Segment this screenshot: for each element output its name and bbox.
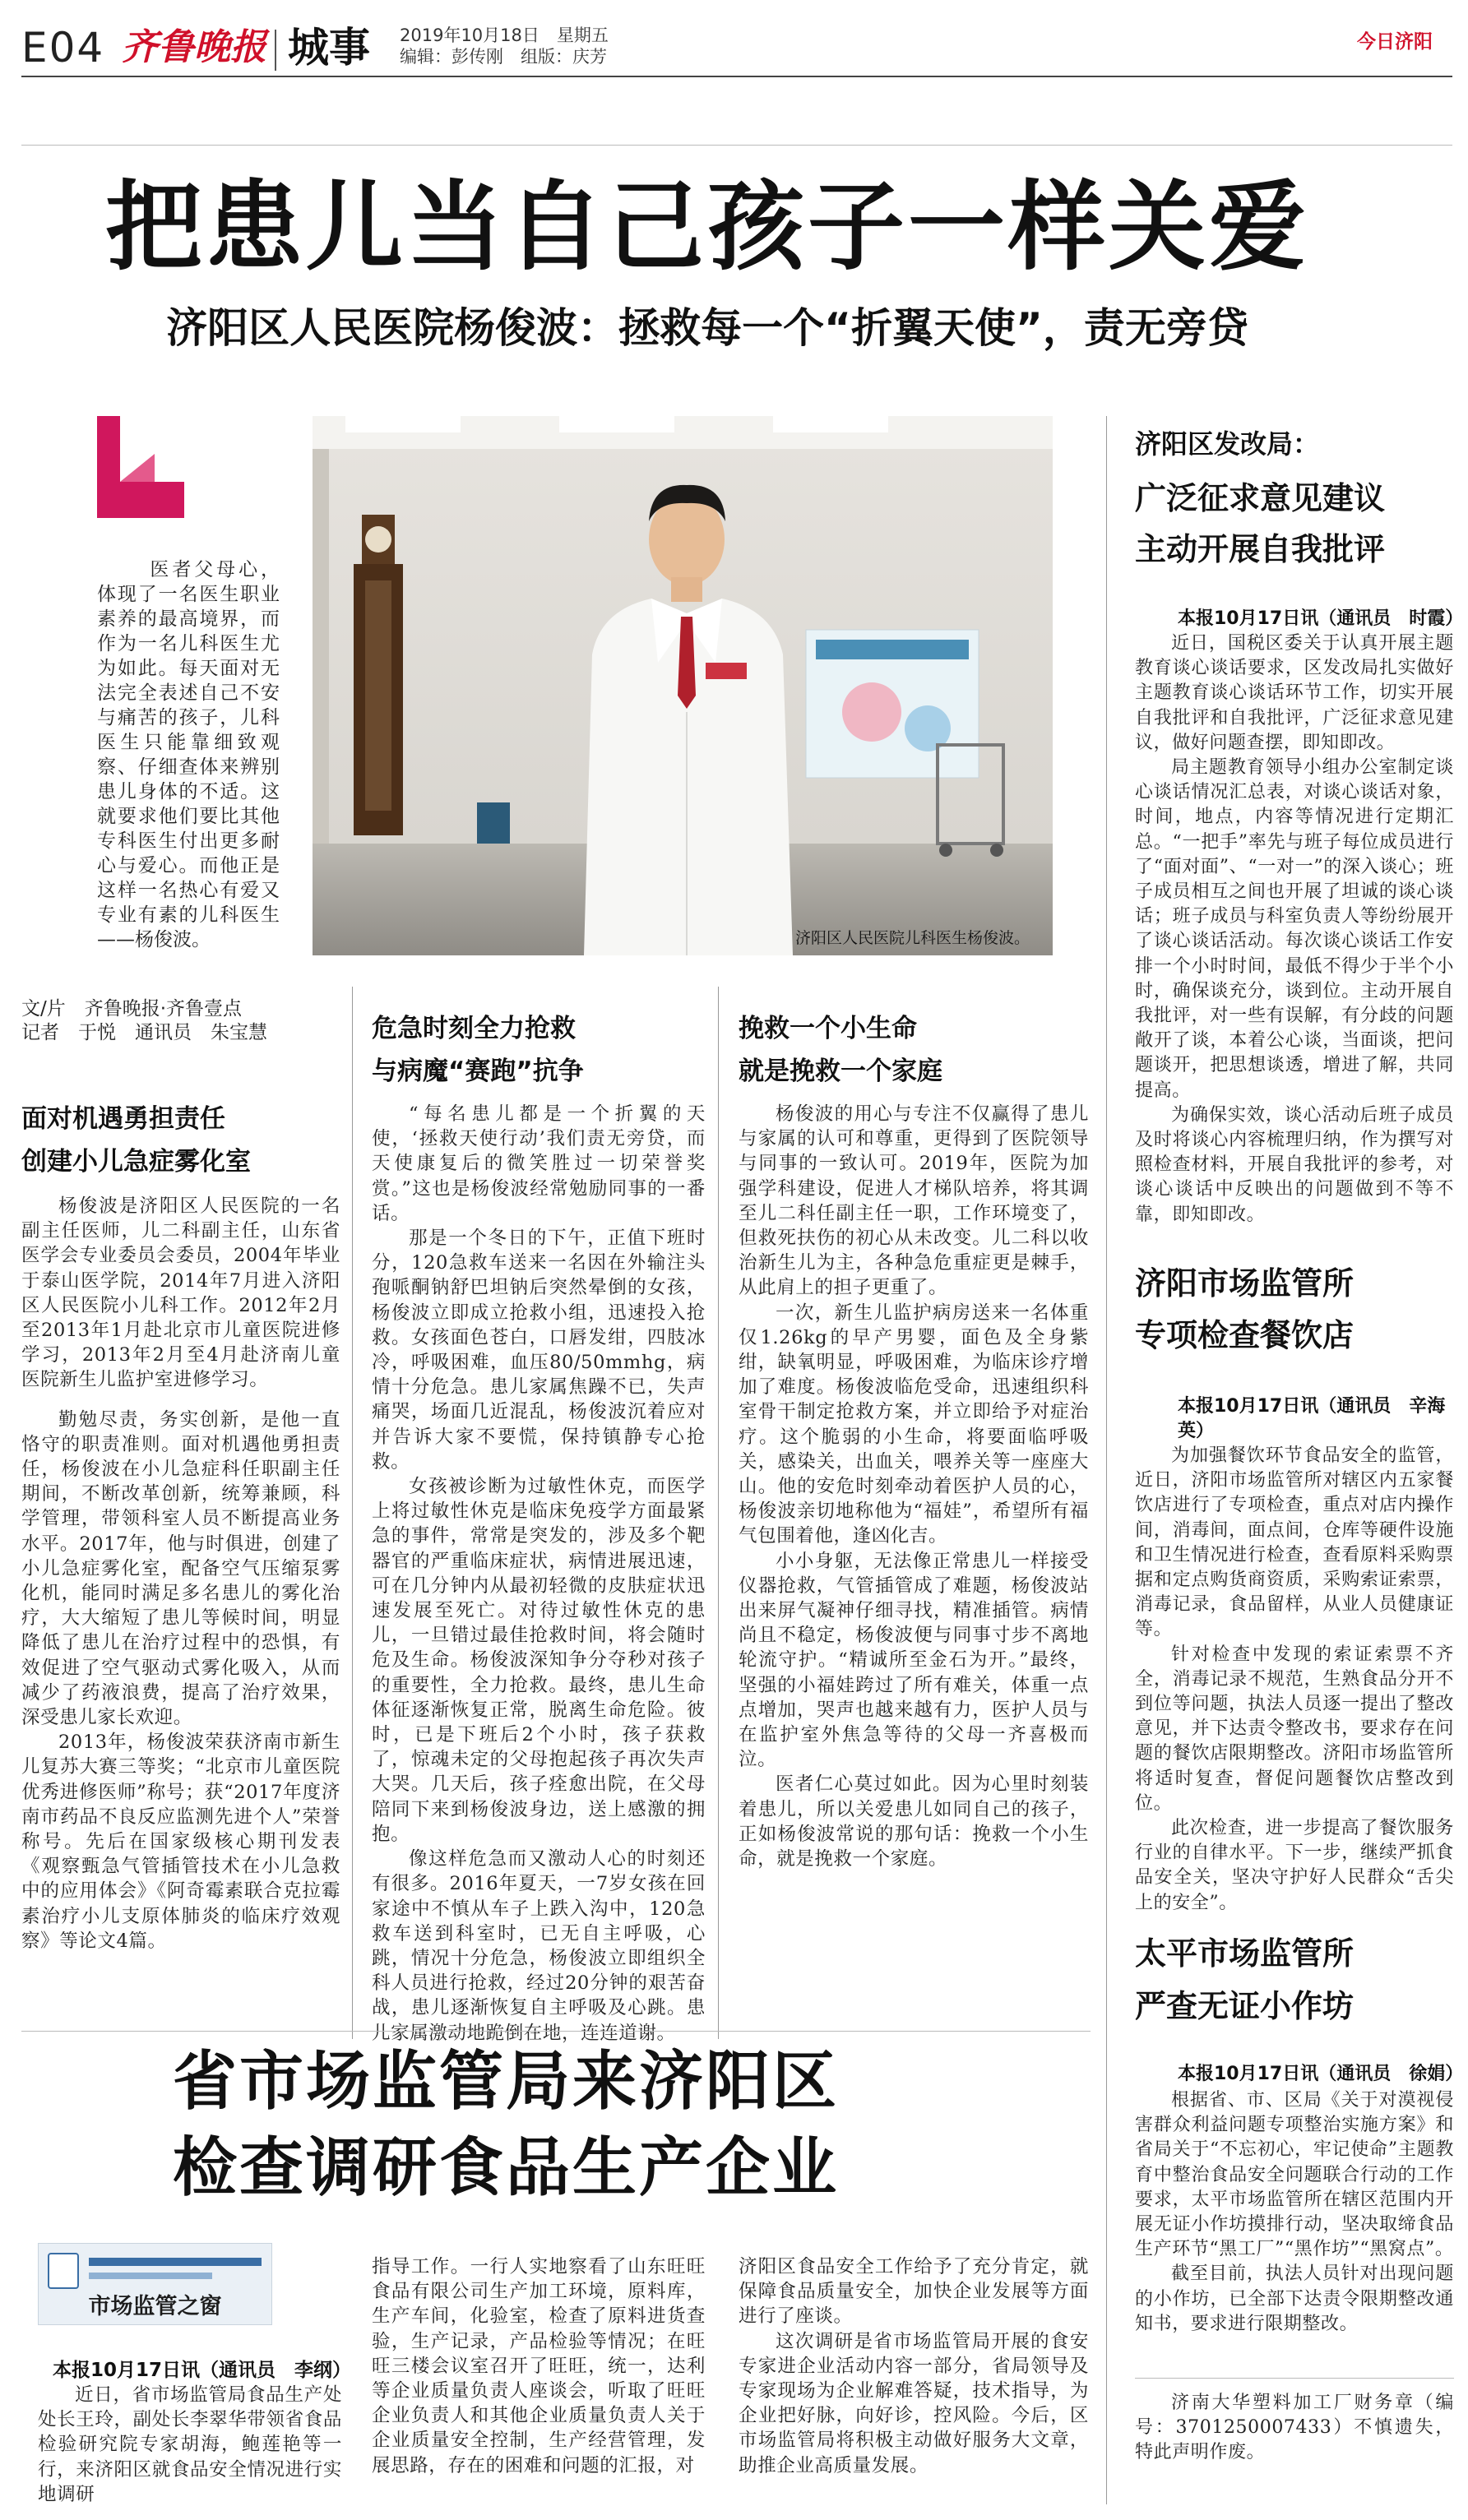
sidebar3-title-2: 严查无证小作坊 (1135, 1988, 1355, 2024)
paragraph: 像这样危急而又激动人心的时刻还有很多。2016年夏天，一7岁女孩在回家途中不慎从车子上跌入沟中，120急救车送到科室时，已无自主呼吸，心跳，情况十分危急，杨俊波立即组织全科人员进行抢救，经过20分钟的艰苦奋战，患儿逐渐恢复自主呼吸及心跳。患儿家属激动地跪倒在地，连连道谢。 (372, 1848, 706, 2044)
section2-title-1: 危急时刻全力抢救 (372, 1014, 576, 1043)
issue-date: 2019年10月18日 星期五 (400, 25, 609, 45)
section3-title-1: 挽救一个小生命 (739, 1014, 917, 1043)
paragraph: 一次，新生儿监护病房送来一名体重仅1.26kg的早产男婴，面色及全身紫绀，缺氧明显，呼吸困难，为临床诊疗增加了难度。杨俊波临危受命，迅速组织科室骨干制定抢救方案，并立即给予对症治疗。这个脆弱的小生命，将要面临呼吸关，感染关，出血关，喂养关等一座座大山。他的安危时刻牵动着医护人员的心，杨俊波亲切地称他为“福娃”，希望所有福气包围着他，逢凶化吉。 (739, 1302, 1089, 1547)
sidebar3-body (1135, 2088, 1454, 2337)
paragraph: 为加强餐饮环节食品安全的监管，近日，济阳市场监管所对辖区内五家餐饮店进行了专项检查，重点对店内操作间，消毒间，面点间，仓库等硬件设施和卫生情况进行检查，查看原料采购票据和定点购货商资质，采购索证索票，消毒记录，食品留样，从业人员健康证等。 (1135, 1445, 1454, 1640)
paragraph: 近日，国税区委关于认真开展主题教育谈心谈话要求，区发改局扎实做好主题教育谈心谈话环节工作，切实开展自我批评和自我批评，广泛征求意见建议，做好问题查摆，即知即改。 (1135, 633, 1454, 753)
paragraph: 杨俊波的用心与专注不仅赢得了患儿与家属的认可和尊重，更得到了医院领导与同事的一致认可。2019年，医院为加强学科建设，促进人才梯队培养，将其调至儿二科任副主任一职，工作环境变了，但救死扶伤的初心从未改变。儿二科以收治新生儿为主，各种急危重症更是棘手，从此肩上的担子更重了。 (739, 1103, 1089, 1299)
paragraph: 济阳区食品安全工作给予了充分肯定，就保障食品质量安全，加快企业发展等方面进行了座谈。 (739, 2256, 1089, 2328)
article2-col3 (739, 2254, 1089, 2478)
paragraph: 2013年，杨俊波荣获济南市新生儿复苏大赛三等奖；“北京市儿童医院优秀进修医师”称号；获“2017年度济南市药品不良反应监测先进个人”荣誉称号。先后在国家级核心期刊发表《观察甄急气管插管技术在小儿急救中的应用体会》《阿奇霉素联合克拉霉素治疗小儿支原体肺炎的临床疗效观察》等论文4篇。 (21, 1732, 340, 1952)
editor-credits: 编辑：彭传刚 组版：庆芳 (400, 47, 607, 67)
paragraph: 局主题教育领导小组办公室制定谈心谈话情况汇总表，对谈心谈话对象，时间，地点，内容等情况进行定期汇总。“一把手”率先与班子每位成员进行了“面对面”、“一对一”的深入谈心；班子成员相互之间也开展了坦诚的谈心谈话；班子成员与科室负责人等纷纷展开了谈心谈话活动。每次谈心谈话工作安排一个小时时间，最低不得少于半个小时，确保谈充分，谈到位。主动开展自我批评，对一些有误解，有分歧的问题敞开了谈，本着公心谈，当面谈，把问题谈开，把思想谈透，增进了解，共同提高。 (1135, 757, 1454, 1101)
section3-title-2: 就是挽救一个家庭 (739, 1057, 942, 1086)
logo-label: 市场监管之窗 (88, 2294, 222, 2319)
paragraph: 杨俊波是济阳区人民医院的一名副主任医师，儿二科副主任，山东省医学会专业委员会委员，2004年毕业于泰山医学院，2014年7月进入济阳区人民医院小儿科工作。2012年2月至2013年1月赴北京市儿童医院进修学习，2013年2月至4月赴济南儿童医院新生儿监护室进修学习。 (21, 1195, 340, 1391)
sidebar2-title-1: 济阳市场监管所 (1135, 1265, 1355, 1302)
article2-headline-1: 省市场监管局来济阳区 (173, 2045, 840, 2119)
sidebar1-dateline: 本报10月17日讯（通讯员 时霞） (1178, 608, 1464, 629)
article2-headline-2: 检查调研食品生产企业 (173, 2131, 840, 2205)
sidebar3-dateline: 本报10月17日讯（通讯员 徐娟） (1178, 2064, 1464, 2084)
paragraph: 为确保实效，谈心活动后班子成员及时将谈心内容梳理归纳，作为撰写对照检查材料，开展自我批评的参考，对谈心谈话中反映出的问题做到不等不靠，即知即改。 (1135, 1104, 1454, 1225)
page-number: E04 (21, 24, 105, 72)
lead-paragraph: 医者父母心，体现了一名医生职业素养的最高境界，而作为一名儿科医生尤为如此。每天面对无法完全表述自己不安与痛苦的孩子，儿科医生只能靠细致观察、仔细查体来辨别患儿身体的不适。这就要求他们要比其他专科医生付出更多耐心与爱心。而他正是这样一名热心有爱又专业有素的儿科医生——杨俊波。 (97, 559, 280, 950)
paragraph: 这次调研是省市场监管局开展的食安专家进企业活动内容一部分，省局领导及专家现场为企业解难答疑，技术指导，为企业把好脉，向好诊，控风险。今后，区市场监管局将积极主动做好服务大文章，助推企业高质量发展。 (739, 2330, 1089, 2476)
section2-title-2: 与病魔“赛跑”抗争 (372, 1057, 584, 1086)
section2-body (372, 1102, 706, 2046)
sidebar1-kicker: 济阳区发改局： (1135, 428, 1320, 460)
section3-body (739, 1102, 1089, 1871)
sub-headline: 济阳区人民医院杨俊波：拯救每一个“折翼天使”，责无旁贷 (166, 304, 1248, 352)
lost-seal-notice: 济南大华塑料加工厂财务章（编号：3701250007433）不慎遗失，特此声明作废。 (1135, 2393, 1454, 2463)
article2-col1: 近日，省市场监管局食品生产处处长王玲，副处长李翠华带领省食品检验研究院专家胡海，鲍莲艳等一行，来济阳区就食品安全情况进行实地调研 (38, 2384, 342, 2505)
section1-title-1: 面对机遇勇担责任 (21, 1104, 225, 1134)
lead-mark (97, 416, 188, 518)
sidebar1-title-2: 主动开展自我批评 (1135, 531, 1386, 567)
byline-1: 文/片 齐鲁晚报·齐鲁壹点 (21, 998, 243, 1020)
sidebar2-body (1135, 1444, 1454, 1916)
section1-title-2: 创建小儿急症雾化室 (21, 1147, 251, 1177)
paragraph: 女孩被诊断为过敏性休克，而医学上将过敏性休克是临床免疫学方面最紧急的事件，常常是突发的，涉及多个靶器官的严重临床症状，病情进展迅速，可在几分钟内从最初轻微的皮肤症状迅速发展至死亡。对待过敏性休克的患儿，一旦错过最佳抢救时间，将会随时危及生命。杨俊波深知争分夺秒对孩子的重要性，全力抢救。最终，患儿生命体征逐渐恢复正常，脱离生命危险。彼时，已是下班后2个小时，孩子获救了，惊魂未定的父母抱起孩子再次失声大哭。几天后，孩子痊愈出院，在父母陪同下来到杨俊波身边，送上感激的拥抱。 (372, 1476, 706, 1845)
article2-col2: 指导工作。一行人实地察看了山东旺旺食品有限公司生产加工环境，原料库，生产车间，化验室，检查了原料进货查验，生产记录，产品检验等情况；在旺旺三楼会议室召开了旺旺，统一，达利等企业质量负责人座谈会，听取了旺旺企业负责人和其他企业质量负责人关于企业质量安全控制，生产经营管理，发展思路，存在的困难和问题的汇报，对 (372, 2256, 706, 2476)
paragraph: “每名患儿都是一个折翼的天使，‘拯救天使行动’我们责无旁贷，而天使康复后的微笑胜过一切荣誉奖赏。”这也是杨俊波经常勉励同事的一番话。 (372, 1103, 706, 1224)
main-headline: 把患儿当自己孩子一样关爱 (104, 170, 1309, 284)
paragraph: 此次检查，进一步提高了餐饮服务行业的自律水平。下一步，继续严抓食品安全关，坚决守护好人民群众“舌尖上的安全”。 (1135, 1818, 1454, 1913)
edition-name: 今日济阳 (1357, 31, 1433, 53)
article2-dateline: 本报10月17日讯（通讯员 李纲） (53, 2360, 352, 2381)
sidebar3-title-1: 太平市场监管所 (1135, 1935, 1355, 1972)
paragraph: 截至目前，执法人员针对出现问题的小作坊，已全部下达责令限期整改通知书，要求进行限期整改。 (1135, 2263, 1454, 2334)
paper-logo: 齐鲁晚报 (122, 26, 266, 68)
doctor-photo (313, 416, 1053, 955)
paragraph: 那是一个冬日的下午，正值下班时分，120急救车送来一名因在外输注头孢哌酮钠舒巴坦钠后突然晕倒的女孩，杨俊波立即成立抢救小组，迅速投入抢救。女孩面色苍白，口唇发绀，四肢冰冷，呼吸困难，血压80/50mmhg，病情十分危急。患儿家属焦躁不已，失声痛哭，场面几近混乱，杨俊波沉着应对并告诉大家不要慌，保持镇静专心抢救。 (372, 1228, 706, 1473)
paragraph: 小小身躯，无法像正常患儿一样接受仪器抢救，气管插管成了难题，杨俊波站出来屏气凝神仔细寻找，精准插管。病情尚且不稳定，杨俊波便与同事寸步不离地轮流守护。“精诚所至金石为开。”最终，坚强的小福娃跨过了所有难关，体重一点点增加，哭声也越来越有力，医护人员与在监护室外焦急等待的父母一齐喜极而泣。 (739, 1550, 1089, 1771)
section1-body (21, 1194, 340, 1954)
sidebar2-title-2: 专项检查餐饮店 (1135, 1317, 1355, 1353)
paragraph: 针对检查中发现的索证索票不齐全，消毒记录不规范，生熟食品分开不到位等问题，执法人员逐一提出了整改意见，并下达责令整改书，要求存在问题的餐饮店限期整改。济阳市场监管所将适时复查，督促问题餐饮店整改到位。 (1135, 1644, 1454, 1814)
market-supervision-logo (38, 2243, 272, 2325)
photo-caption: 济阳区人民医院儿科医生杨俊波。 (795, 929, 1030, 947)
paragraph: 勤勉尽责，务实创新，是他一直恪守的职责准则。面对机遇他勇担责任，杨俊波在小儿急症科任职副主任期间，不断改革创新，统筹兼顾，科学管理，带领科室人员不断提高业务水平。2017年，他与时俱进，创建了小儿急症雾化室，配备空气压缩泵雾化机，能同时满足多名患儿的雾化治疗，大大缩短了患儿等候时间，明显降低了患儿在治疗过程中的恐惧，有效促进了空气驱动式雾化吸入，从而减少了药液浪费，提高了治疗效果，深受患儿家长欢迎。 (21, 1408, 340, 1729)
sidebar2-dateline: 本报10月17日讯（通讯员 辛海英） (1178, 1396, 1446, 1441)
sidebar1-body (1135, 631, 1454, 1228)
section-name: 城事 (288, 24, 370, 72)
byline-2: 记者 于悦 通讯员 朱宝慧 (21, 1022, 267, 1043)
sidebar1-title-1: 广泛征求意见建议 (1135, 480, 1386, 516)
paragraph: 根据省、市、区局《关于对漠视侵害群众利益问题专项整治实施方案》和省局关于“不忘初心，牢记使命”主题教育中整治食品安全问题联合行动的工作要求，太平市场监管所在辖区范围内开展无证小作坊摸排行动，坚决取缔食品生产环节“黑工厂”“黑作坊”“黑窝点”。 (1135, 2090, 1454, 2260)
paragraph: 医者仁心莫过如此。因为心里时刻装着患儿，所以关爱患儿如同自己的孩子，正如杨俊波常说的那句话：挽救一个小生命，就是挽救一个家庭。 (739, 1773, 1089, 1870)
